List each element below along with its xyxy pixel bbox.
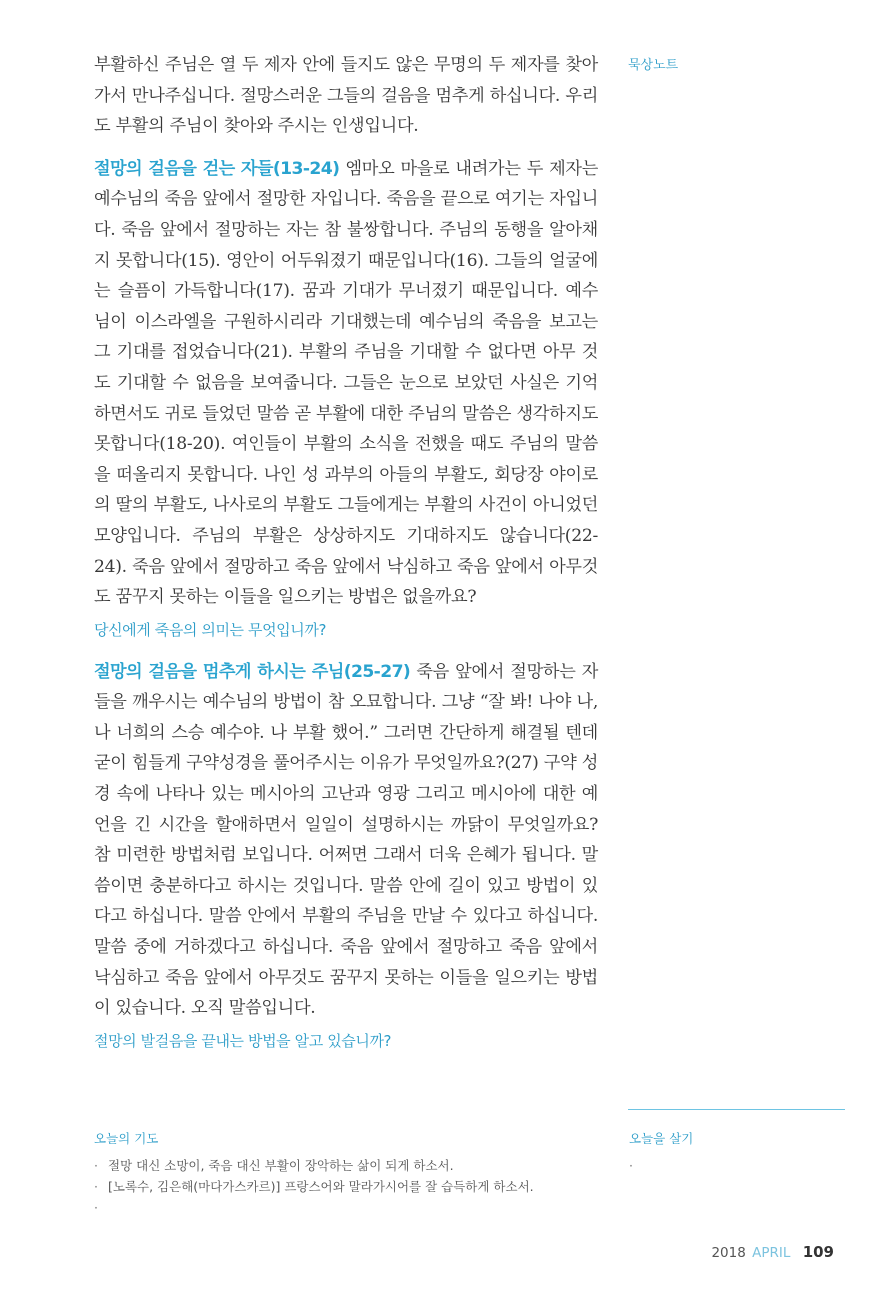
bullet-icon: · [94, 1200, 98, 1215]
footer-year: 2018 [711, 1245, 746, 1261]
living-today-title: 오늘을 살기 [629, 1131, 694, 1146]
todays-prayer-title: 오늘의 기도 [94, 1131, 159, 1146]
section-1-heading: 절망의 걸음을 걷는 자들(13-24) [94, 158, 340, 179]
section-2-heading: 절망의 걸음을 멈추게 하시는 주님(25-27) [94, 661, 411, 682]
section-2-question: 절망의 발걸음을 끝내는 방법을 알고 있습니까? [94, 1031, 392, 1050]
bullet-icon: · [94, 1179, 98, 1194]
todays-prayer-block [94, 1129, 598, 1218]
main-text-column [94, 50, 598, 1068]
section-2-paragraph [94, 657, 598, 1024]
footer-month: APRIL [752, 1245, 791, 1261]
meditation-note-label: 묵상노트 [628, 58, 679, 73]
section-1-body: 엠마오 마을로 내려가는 두 제자는 예수님의 죽음 앞에서 절망한 자입니다. 죽음을 끝으로 여기는 자입니다. 죽음 앞에서 절망하는 자는 참 불쌍합니다. 주님의 동행을 알아채지 못합니다(15). 영안이 어두워졌기 때문입니다(16). 그들의 얼굴에는 슬픔이 가득합니다(17). 꿈과 기대가 무너졌기 때문입니다. 예수님이 이스라엘을 구원하시리라 기대했는데 예수님의 죽음을 보고는 그 기대를 접었습니다(21). 부활의 주님을 기대할 수 없다면 아무 것도 기대할 수 없음을 보여줍니다. 그들은 눈으로 보았던 사실은 기억하면서도 귀로 들었던 말씀 곧 부활에 대한 주님의 말씀은 생각하지도 못합니다(18-20). 여인들이 부활의 소식을 전했을 때도 주님의 말씀을 떠올리지 못합니다. 나인 성 과부의 아들의 부활도, 회당장 야이로의 딸의 부활도, 나사로의 부활도 그들에게는 부활의 사건이 아니었던 모양입니다. 주님의 부활은 상상하지도 기대하지도 않습니다(22-24). 죽음 앞에서 절망하고 죽음 앞에서 낙심하고 죽음 앞에서 아무것도 꿈꾸지 못하는 이들을 일으키는 방법은 없을까요? [94, 158, 598, 608]
prayer-item [94, 1176, 598, 1197]
sidebar-divider [628, 1109, 845, 1110]
prayer-item-text: 절망 대신 소망이, 죽음 대신 부활이 장악하는 삶이 되게 하소서. [108, 1158, 454, 1173]
prayer-item [94, 1155, 598, 1176]
prayer-item-text: [노록수, 김은해(마다가스카르)] 프랑스어와 말라가시어를 잘 습득하게 하소서. [108, 1179, 534, 1194]
bullet-icon: · [94, 1158, 98, 1173]
page-number: 109 [802, 1243, 834, 1261]
section-1-paragraph [94, 154, 598, 613]
page-footer [711, 1243, 834, 1261]
section-1-question: 당신에게 죽음의 의미는 무엇입니까? [94, 620, 327, 639]
living-today-block [629, 1129, 844, 1176]
bullet-icon: · [629, 1158, 633, 1173]
section-2-body: 죽음 앞에서 절망하는 자들을 깨우시는 예수님의 방법이 참 오묘합니다. 그냥 “잘 봐! 나야 나, 나 너희의 스승 예수야. 나 부활 했어.” 그러면 간단하게 해결될 텐데 굳이 힘들게 구약성경을 풀어주시는 이유가 무엇일까요?(27) 구약 성경 속에 나타나 있는 메시아의 고난과 영광 그리고 메시아에 대한 예언을 긴 시간을 할애하면서 일일이 설명하시는 까닭이 무엇일까요? 참 미련한 방법처럼 보입니다. 어쩌면 그래서 더욱 은혜가 됩니다. 말씀이면 충분하다고 하시는 것입니다. 말씀 안에 길이 있고 방법이 있다고 하십니다. 말씀 안에서 부활의 주님을 만날 수 있다고 하십니다. 말씀 중에 거하겠다고 하십니다. 죽음 앞에서 절망하고 죽음 앞에서 낙심하고 죽음 앞에서 아무것도 꿈꾸지 못하는 이들을 일으키는 방법이 있습니다. 오직 말씀입니다. [94, 661, 598, 1019]
prayer-list [94, 1155, 598, 1218]
prayer-item [94, 1197, 598, 1218]
intro-paragraph: 부활하신 주님은 열 두 제자 안에 들지도 않은 무명의 두 제자를 찾아가서 만나주십니다. 절망스러운 그들의 걸음을 멈추게 하십니다. 우리도 부활의 주님이 찾아와 주시는 인생입니다. [94, 55, 598, 137]
